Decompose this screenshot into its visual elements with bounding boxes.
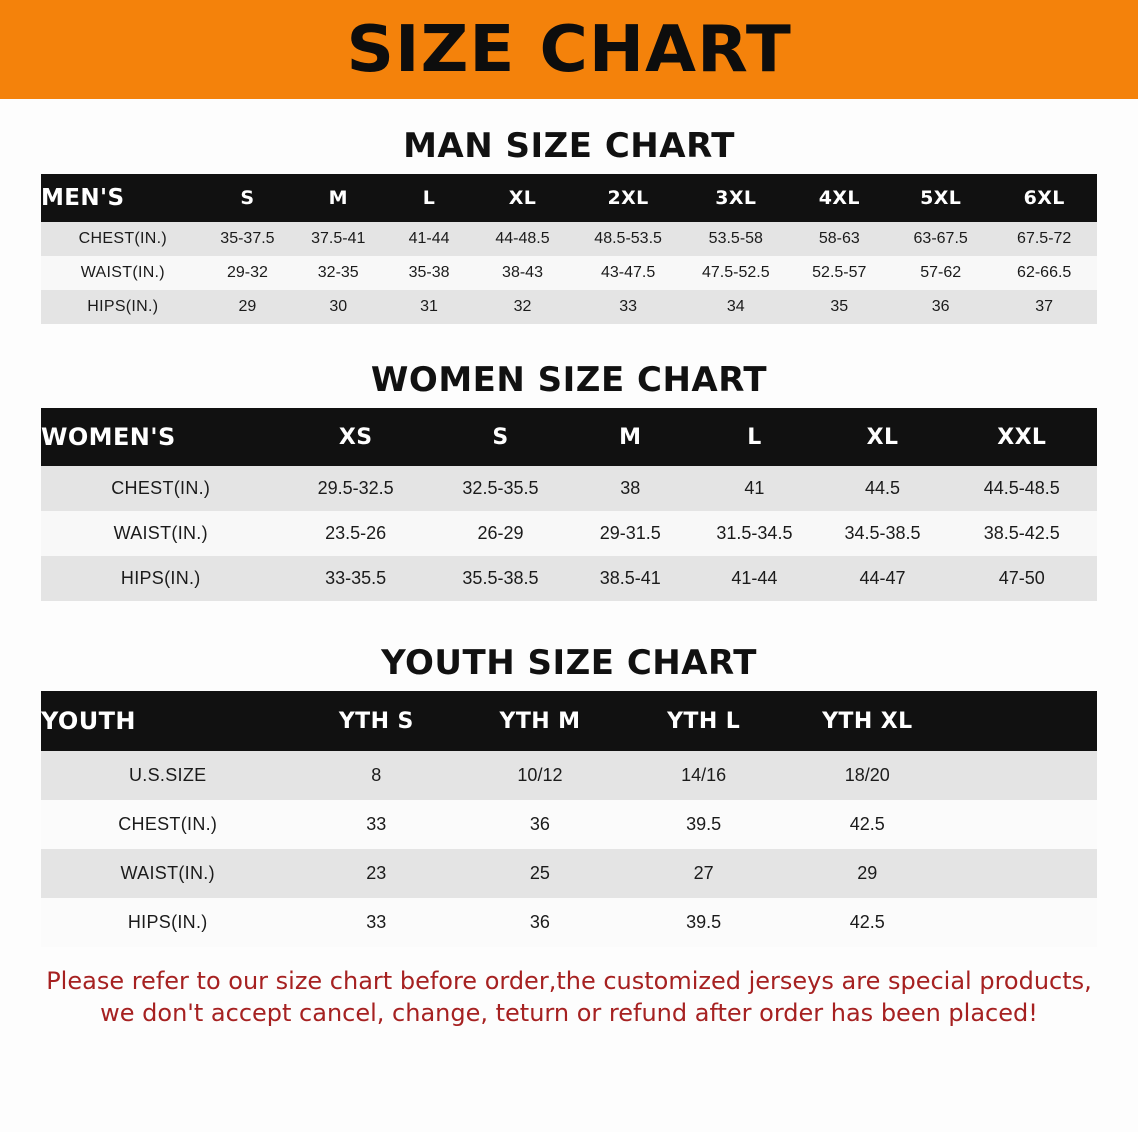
youth-row-0-cell-1: 10/12 — [458, 751, 622, 800]
disclaimer-line-1: Please refer to our size chart before order,the customized jerseys are special products, — [46, 967, 1092, 995]
youth-row-1-label: CHEST(IN.) — [41, 800, 294, 849]
man-row-2-cell-5: 34 — [683, 290, 789, 324]
table-row — [41, 800, 1097, 849]
women-row-1-cell-5: 38.5-42.5 — [947, 511, 1097, 556]
women-row-0-cell-5: 44.5-48.5 — [947, 466, 1097, 511]
man-header-cell-9: 6XL — [991, 174, 1097, 222]
man-row-1-cell-0: 29-32 — [205, 256, 291, 290]
man-header-cell-2: M — [290, 174, 386, 222]
youth-row-0-cell-blank — [949, 751, 1097, 800]
women-row-0-cell-1: 32.5-35.5 — [431, 466, 570, 511]
youth-row-2-cell-blank — [949, 849, 1097, 898]
man-row-0-cell-1: 37.5-41 — [290, 222, 386, 256]
women-row-0-cell-0: 29.5-32.5 — [280, 466, 430, 511]
disclaimer-note — [41, 965, 1097, 1030]
page-banner — [0, 0, 1138, 99]
women-row-1-cell-0: 23.5-26 — [280, 511, 430, 556]
man-row-1-cell-2: 35-38 — [386, 256, 472, 290]
man-row-1-cell-6: 52.5-57 — [789, 256, 890, 290]
women-table-header-row — [41, 408, 1097, 466]
man-row-0-cell-6: 58-63 — [789, 222, 890, 256]
man-row-2-cell-6: 35 — [789, 290, 890, 324]
women-header-cell-2: S — [431, 408, 570, 466]
man-header-cell-6: 3XL — [683, 174, 789, 222]
youth-row-0-cell-3: 18/20 — [785, 751, 949, 800]
women-row-2-cell-1: 35.5-38.5 — [431, 556, 570, 601]
women-row-1-cell-2: 29-31.5 — [570, 511, 690, 556]
youth-row-2-cell-2: 27 — [622, 849, 786, 898]
man-row-2-cell-8: 37 — [991, 290, 1097, 324]
man-row-1-label: WAIST(IN.) — [41, 256, 205, 290]
man-header-cell-3: L — [386, 174, 472, 222]
table-row — [41, 222, 1097, 256]
youth-header-cell-0: YOUTH — [41, 691, 294, 751]
women-row-1-cell-4: 34.5-38.5 — [818, 511, 946, 556]
youth-row-3-cell-2: 39.5 — [622, 898, 786, 947]
women-row-1-cell-1: 26-29 — [431, 511, 570, 556]
youth-table-wrap — [41, 691, 1097, 947]
table-row — [41, 256, 1097, 290]
man-header-cell-1: S — [205, 174, 291, 222]
man-row-0-cell-3: 44-48.5 — [472, 222, 573, 256]
youth-header-cell-1: YTH S — [294, 691, 458, 751]
man-table-header-row — [41, 174, 1097, 222]
women-size-table — [41, 408, 1097, 601]
youth-header-cell-2: YTH M — [458, 691, 622, 751]
youth-row-2-cell-1: 25 — [458, 849, 622, 898]
man-section-title: MAN SIZE CHART — [403, 126, 735, 166]
youth-row-1-cell-2: 39.5 — [622, 800, 786, 849]
man-table-wrap — [41, 174, 1097, 324]
man-row-2-label: HIPS(IN.) — [41, 290, 205, 324]
women-row-0-cell-4: 44.5 — [818, 466, 946, 511]
man-size-table — [41, 174, 1097, 324]
women-header-cell-6: XXL — [947, 408, 1097, 466]
women-header-cell-3: M — [570, 408, 690, 466]
man-row-1-cell-7: 57-62 — [890, 256, 991, 290]
women-table-wrap — [41, 408, 1097, 601]
table-row — [41, 898, 1097, 947]
man-row-1-cell-1: 32-35 — [290, 256, 386, 290]
women-header-cell-0: WOMEN'S — [41, 408, 280, 466]
man-row-0-cell-2: 41-44 — [386, 222, 472, 256]
man-row-0-cell-4: 48.5-53.5 — [573, 222, 683, 256]
man-row-2-cell-4: 33 — [573, 290, 683, 324]
disclaimer-line-2: we don't accept cancel, change, teturn or refund after order has been placed! — [100, 999, 1038, 1028]
man-row-2-cell-0: 29 — [205, 290, 291, 324]
youth-row-1-cell-1: 36 — [458, 800, 622, 849]
youth-row-1-cell-0: 33 — [294, 800, 458, 849]
man-row-0-cell-5: 53.5-58 — [683, 222, 789, 256]
women-row-1-label: WAIST(IN.) — [41, 511, 280, 556]
women-row-2-cell-5: 47-50 — [947, 556, 1097, 601]
women-header-cell-1: XS — [280, 408, 430, 466]
page-title: SIZE CHART — [346, 12, 792, 87]
youth-row-1-cell-blank — [949, 800, 1097, 849]
youth-row-3-label: HIPS(IN.) — [41, 898, 294, 947]
table-row — [41, 556, 1097, 601]
youth-row-1-cell-3: 42.5 — [785, 800, 949, 849]
youth-row-2-label: WAIST(IN.) — [41, 849, 294, 898]
youth-row-3-cell-0: 33 — [294, 898, 458, 947]
youth-row-3-cell-1: 36 — [458, 898, 622, 947]
women-row-0-cell-3: 41 — [690, 466, 818, 511]
youth-row-2-cell-3: 29 — [785, 849, 949, 898]
women-row-2-cell-3: 41-44 — [690, 556, 818, 601]
youth-size-table — [41, 691, 1097, 947]
women-row-2-label: HIPS(IN.) — [41, 556, 280, 601]
man-header-cell-8: 5XL — [890, 174, 991, 222]
table-row — [41, 290, 1097, 324]
table-row — [41, 751, 1097, 800]
youth-section-title: YOUTH SIZE CHART — [381, 643, 757, 683]
man-header-cell-7: 4XL — [789, 174, 890, 222]
women-row-2-cell-0: 33-35.5 — [280, 556, 430, 601]
man-row-2-cell-3: 32 — [472, 290, 573, 324]
youth-header-cell-blank — [949, 691, 1097, 751]
youth-header-cell-4: YTH XL — [785, 691, 949, 751]
man-header-cell-4: XL — [472, 174, 573, 222]
man-row-2-cell-1: 30 — [290, 290, 386, 324]
man-row-0-cell-8: 67.5-72 — [991, 222, 1097, 256]
youth-table-header-row — [41, 691, 1097, 751]
women-header-cell-5: XL — [818, 408, 946, 466]
man-header-cell-0: MEN'S — [41, 174, 205, 222]
man-row-0-label: CHEST(IN.) — [41, 222, 205, 256]
women-header-cell-4: L — [690, 408, 818, 466]
table-row — [41, 849, 1097, 898]
women-row-2-cell-4: 44-47 — [818, 556, 946, 601]
women-row-0-label: CHEST(IN.) — [41, 466, 280, 511]
youth-header-cell-3: YTH L — [622, 691, 786, 751]
man-row-1-cell-5: 47.5-52.5 — [683, 256, 789, 290]
youth-row-0-cell-2: 14/16 — [622, 751, 786, 800]
man-row-1-cell-4: 43-47.5 — [573, 256, 683, 290]
table-row — [41, 511, 1097, 556]
youth-row-3-cell-blank — [949, 898, 1097, 947]
women-row-2-cell-2: 38.5-41 — [570, 556, 690, 601]
women-row-1-cell-3: 31.5-34.5 — [690, 511, 818, 556]
youth-row-2-cell-0: 23 — [294, 849, 458, 898]
table-row — [41, 466, 1097, 511]
youth-row-0-cell-0: 8 — [294, 751, 458, 800]
youth-row-0-label: U.S.SIZE — [41, 751, 294, 800]
youth-row-3-cell-3: 42.5 — [785, 898, 949, 947]
man-row-0-cell-0: 35-37.5 — [205, 222, 291, 256]
women-row-0-cell-2: 38 — [570, 466, 690, 511]
man-row-2-cell-2: 31 — [386, 290, 472, 324]
man-row-1-cell-8: 62-66.5 — [991, 256, 1097, 290]
women-section-title: WOMEN SIZE CHART — [370, 360, 768, 400]
man-row-0-cell-7: 63-67.5 — [890, 222, 991, 256]
man-row-1-cell-3: 38-43 — [472, 256, 573, 290]
man-row-2-cell-7: 36 — [890, 290, 991, 324]
man-header-cell-5: 2XL — [573, 174, 683, 222]
